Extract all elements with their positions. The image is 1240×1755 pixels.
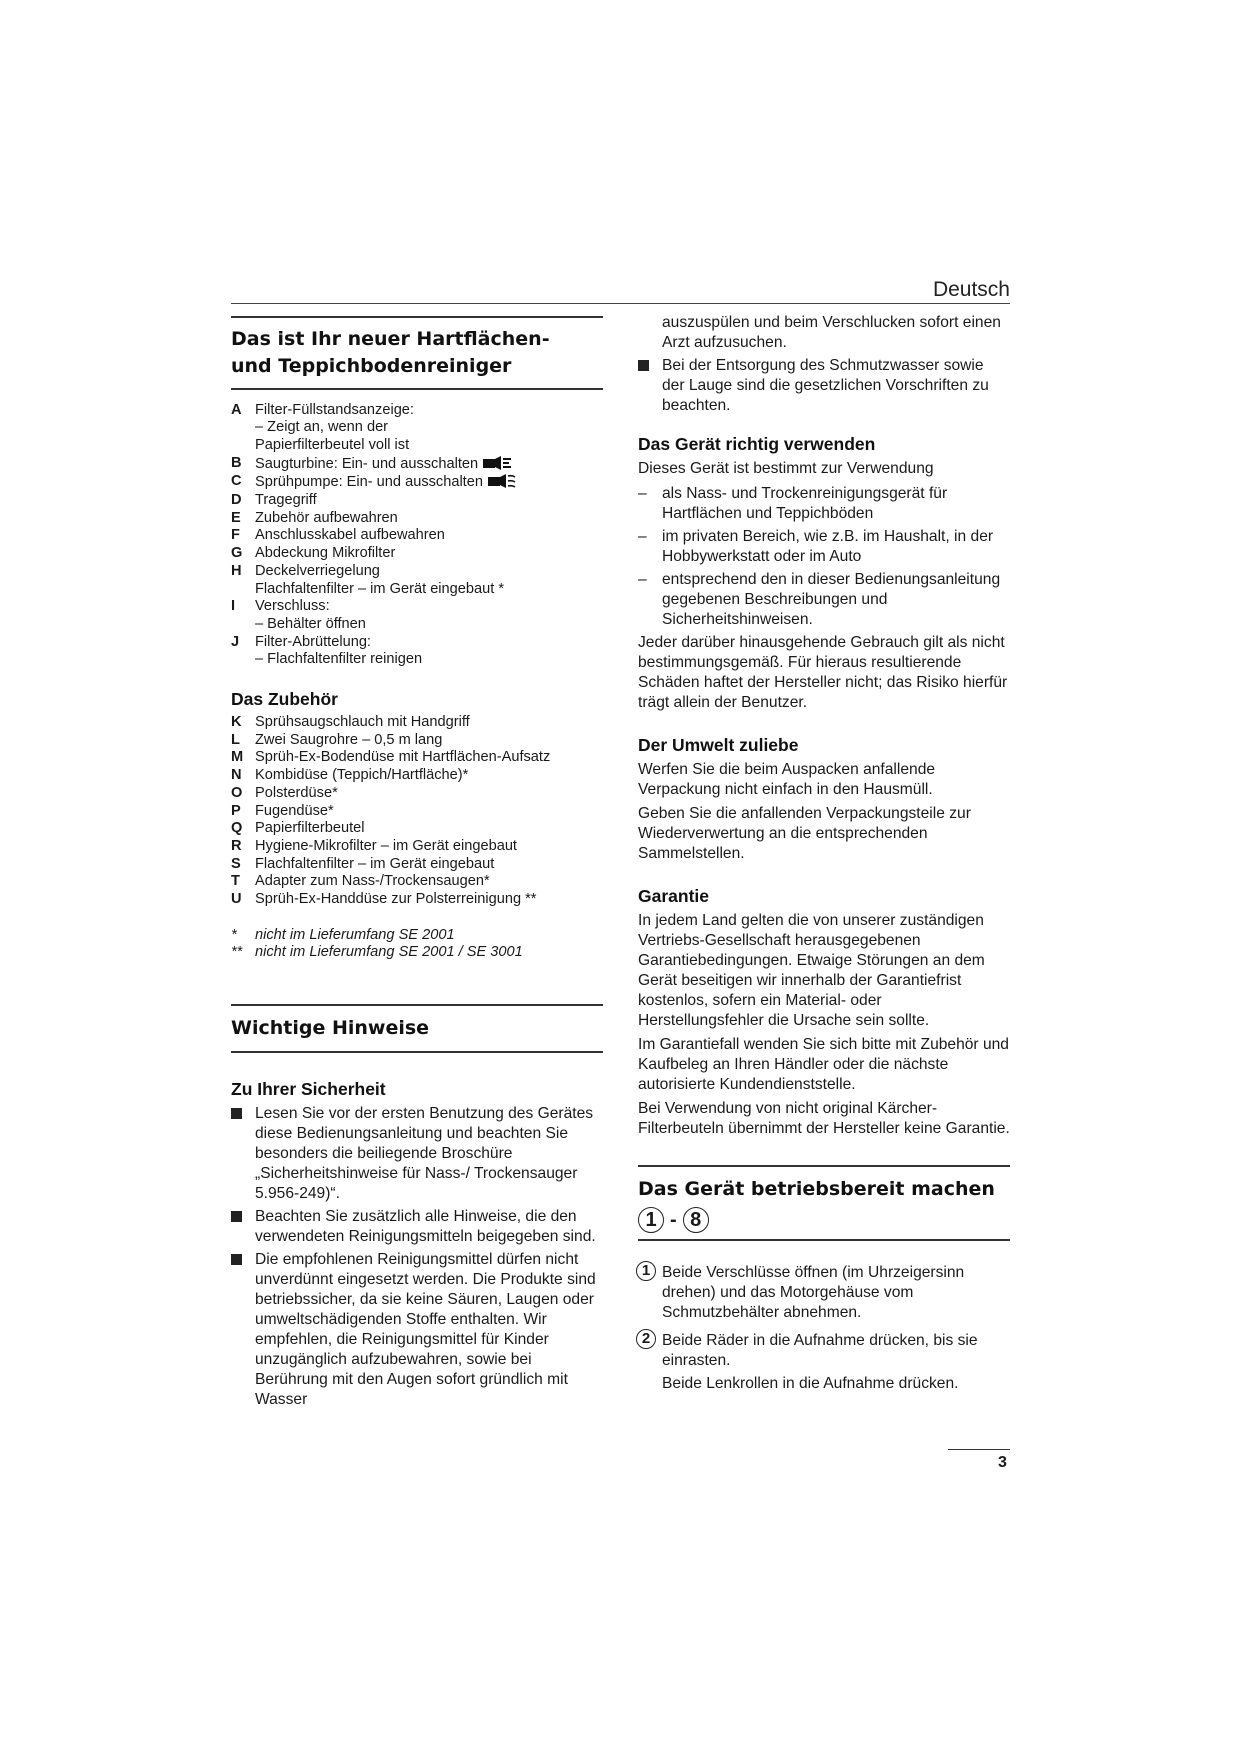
header-rule	[231, 303, 1010, 304]
paragraph: In jedem Land gelten die von unserer zuständigen Vertriebs-Gesellschaft herausgegebenen Garantiebedingungen. Etwaige Störungen an dem Gerät beseitigen wir innerhalb der Garantiefrist kostenlos, sofern ein Material- oder Herstellungsfehler die Ursache sein sollte.	[638, 912, 985, 1029]
disposal-list	[638, 356, 1010, 416]
continued-text: auszuspülen und beim Verschlucken sofort einen Arzt aufzusuchen.	[662, 314, 1001, 351]
part-item-c: C Sprühpumpe: Ein- und ausschalten	[231, 473, 603, 492]
accessory-item: N Kombidüse (Teppich/Hartfläche)*	[231, 767, 469, 784]
list-item: – als Nass- und Trockenreinigungsgerät für Hartflächen und Teppichböden	[638, 485, 948, 522]
accessories-list	[231, 714, 603, 909]
accessories-heading: Das Zubehör	[231, 689, 338, 710]
environment-heading: Der Umwelt zuliebe	[638, 735, 799, 755]
usage-heading: Das Gerät richtig verwenden	[638, 434, 876, 454]
main-heading: Das ist Ihr neuer Hartflächen- und Teppichbodenreiniger	[231, 328, 550, 377]
list-item: Lesen Sie vor der ersten Benutzung des Gerätes diese Bedienungsanleitung und beachten Sie besonders die beiliegende Broschüre „Sicherheitshinweise für Nass-/ Trockensauger 5.956-249)“.	[231, 1104, 603, 1204]
paragraph: Geben Sie die anfallenden Verpackungsteile zur Wiederverwertung an die entsprechenden Sammelstellen.	[638, 805, 971, 862]
section-rule	[231, 1004, 603, 1006]
bullet-square-icon	[638, 360, 649, 371]
usage-list	[638, 484, 1010, 630]
accessory-item: O Polsterdüse*	[231, 784, 338, 801]
list-item: – im privaten Bereich, wie z.B. im Haushalt, in der Hobbywerkstatt oder im Auto	[638, 528, 994, 565]
page-number: 3	[998, 1454, 1007, 1471]
list-item: Die empfohlenen Reinigungsmittel dürfen nicht unverdünnt eingesetzt werden. Die Produkte sind betriebssicher, da sie keine Säuren, Laugen oder umweltschädigenden Stoffe enthalten. Wir empfehlen, die Reinigungsmittel für Kinder unzugänglich aufzubewahren, sowie bei Berührung mit den Augen sofort gründlich mit Wasser	[231, 1250, 603, 1410]
footnote: * nicht im Lieferumfang SE 2001	[231, 926, 455, 943]
page-number-rule	[948, 1449, 1010, 1450]
part-item-a: A Filter-Füllstandsanzeige: – Zeigt an, wenn der Papierfilterbeutel voll ist	[231, 401, 414, 453]
language-label: Deutsch	[932, 278, 1010, 301]
accessory-item: R Hygiene-Mikrofilter – im Gerät eingebaut	[231, 837, 517, 854]
accessory-item: T Adapter zum Nass-/Trockensaugen*	[231, 873, 490, 890]
step-item: 1 Beide Verschlüsse öffnen (im Uhrzeigersinn drehen) und das Motorgehäuse vom Schmutzbehälter abnehmen.	[638, 1263, 1010, 1323]
paragraph: Werfen Sie die beim Auspacken anfallende Verpackung nicht einfach in den Hausmüll.	[638, 761, 936, 798]
accessory-item: U Sprüh-Ex-Handdüse zur Polsterreinigung **	[231, 891, 537, 908]
bullet-square-icon	[231, 1211, 242, 1222]
section-rule	[638, 1165, 1010, 1167]
part-item-g: G Abdeckung Mikrofilter	[231, 545, 396, 562]
part-item-h: H Deckelverriegelung Flachfaltenfilter – im Gerät eingebaut *	[231, 562, 505, 597]
part-item-i: I Verschluss: – Behälter öffnen	[231, 598, 366, 632]
footnote: ** nicht im Lieferumfang SE 2001 / SE 3001	[231, 944, 523, 961]
figure-number-badge: 1	[638, 1207, 664, 1233]
paragraph: Bei Verwendung von nicht original Kärcher-Filterbeuteln übernimmt der Hersteller keine Garantie.	[638, 1100, 1010, 1137]
safety-heading: Zu Ihrer Sicherheit	[231, 1078, 386, 1099]
section-rule	[231, 388, 603, 390]
step-item: 2 Beide Räder in die Aufnahme drücken, bis sie einrasten. Beide Lenkrollen in die Aufnahme drücken.	[638, 1331, 1010, 1394]
step-number-badge: 2	[636, 1329, 656, 1349]
usage-note: Jeder darüber hinausgehende Gebrauch gilt als nicht bestimmungsgemäß. Für hieraus resultierende Schäden haftet der Hersteller nicht; das Risiko hierfür trägt allein der Benutzer.	[638, 634, 1008, 711]
list-item: Beachten Sie zusätzlich alle Hinweise, die den verwendeten Reinigungsmitteln beigegeben sind.	[231, 1207, 603, 1247]
ready-heading: Das Gerät betriebsbereit machen	[638, 1178, 995, 1200]
section-rule	[638, 1239, 1010, 1241]
spray-switch-icon	[487, 473, 517, 489]
accessory-item: M Sprüh-Ex-Bodendüse mit Hartflächen-Aufsatz	[231, 749, 551, 766]
part-item-d: D Tragegriff	[231, 492, 317, 509]
part-item-f: F Anschlusskabel aufbewahren	[231, 527, 445, 544]
important-heading: Wichtige Hinweise	[231, 1017, 430, 1040]
steps-list	[638, 1263, 1010, 1394]
list-item: Bei der Entsorgung des Schmutzwasser sowie der Lauge sind die gesetzlichen Vorschriften zu beachten.	[638, 356, 1010, 416]
figure-number-badge: 8	[683, 1207, 709, 1233]
footnotes	[231, 927, 603, 962]
step-number-badge: 1	[636, 1261, 656, 1281]
suction-switch-icon	[482, 455, 512, 471]
list-item: – entsprechend den in dieser Bedienungsanleitung gegebenen Beschreibungen und Sicherheitshinweisen.	[638, 571, 1001, 628]
part-item-j: J Filter-Abrüttelung: – Flachfaltenfilter reinigen	[231, 633, 423, 668]
accessory-item: Q Papierfilterbeutel	[231, 820, 365, 837]
usage-intro: Dieses Gerät ist bestimmt zur Verwendung	[638, 460, 934, 477]
section-rule	[231, 1051, 603, 1053]
accessory-item: P Fugendüse*	[231, 802, 334, 819]
part-item-e: E Zubehör aufbewahren	[231, 509, 398, 526]
figure-range: 1 - 8	[638, 1207, 1010, 1233]
bullet-square-icon	[231, 1254, 242, 1265]
section-rule	[231, 316, 603, 318]
warranty-heading: Garantie	[638, 886, 709, 906]
accessory-item: K Sprühsaugschlauch mit Handgriff	[231, 714, 470, 731]
right-column	[638, 313, 1010, 1402]
accessory-item: S Flachfaltenfilter – im Gerät eingebaut	[231, 855, 495, 872]
left-column	[231, 316, 603, 1413]
part-item-b: B Saugturbine: Ein- und ausschalten	[231, 455, 603, 474]
parts-list	[231, 402, 603, 670]
paragraph: Im Garantiefall wenden Sie sich bitte mit Zubehör und Kaufbeleg an Ihren Händler oder die nächste autorisierte Kundendienststelle.	[638, 1036, 1009, 1093]
accessory-item: L Zwei Saugrohre – 0,5 m lang	[231, 731, 443, 748]
safety-list	[231, 1104, 603, 1410]
bullet-square-icon	[231, 1108, 242, 1119]
